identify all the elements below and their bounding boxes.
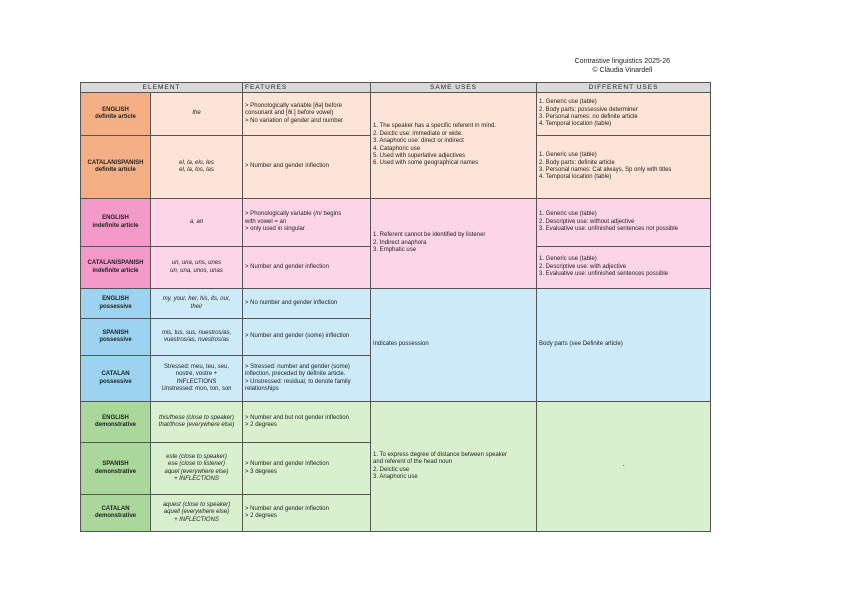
features-cell <box>243 402 371 443</box>
cell-line: > 2 degrees <box>245 422 277 428</box>
cell-line: 6. Used with some geographical names <box>373 160 479 167</box>
features-cell <box>243 93 371 136</box>
cell-line: el, la, els, les <box>179 159 214 166</box>
header-same-uses: SAME USES <box>371 83 537 93</box>
same-uses-cell <box>371 199 537 289</box>
cell-line: 1. To express degree of distance between speaker <box>373 451 507 458</box>
cell-line: CATALAN/SPANISH <box>87 260 144 267</box>
cell-line: > Number and gender inflection <box>245 163 329 170</box>
cell-line: a, an <box>189 218 204 225</box>
cell-line: 1. Generic use (table) <box>539 211 597 218</box>
element-form <box>151 199 243 247</box>
element-form <box>151 93 243 136</box>
different-uses-cell <box>537 93 711 136</box>
element-label <box>81 93 151 136</box>
different-uses-cell <box>537 289 711 402</box>
cell-line: ENGLISH <box>102 296 129 303</box>
cell-line: 2. Deictic use <box>373 466 410 473</box>
cell-line: + INFLECTIONS <box>174 475 219 482</box>
cell-line: vuestros/as, nuestros/as <box>163 337 230 343</box>
cell-line: > No number and gender inflection <box>245 299 338 306</box>
cell-line: 1. The speaker has a specific referent in mind. <box>373 123 496 130</box>
cell-line: 3. Personal names: no definite article <box>539 114 638 120</box>
cell-line: 2. Deictic use: immediate or wide. <box>373 130 463 137</box>
table-row <box>81 199 711 247</box>
cell-line: > Number and gender (some) inflection <box>245 333 350 340</box>
cell-line: Unstressed: mon, ton, son <box>161 385 232 392</box>
cell-line: ENGLISH <box>102 215 129 222</box>
cell-line: and referent of the head noun <box>373 459 453 466</box>
cell-line: relationships <box>245 385 279 392</box>
cell-line: consonant and [ði:] before vowel) <box>245 110 334 117</box>
contrastive-table <box>80 82 711 532</box>
element-form <box>151 247 243 289</box>
cell-line: demonstrative <box>94 468 136 475</box>
course-title: Contrastive linguistics 2025-26 <box>574 58 670 65</box>
cell-line: possessive <box>99 303 132 310</box>
features-cell <box>243 289 371 319</box>
cell-line: demonstrative <box>94 513 136 519</box>
cell-line: > 2 degrees <box>245 513 277 519</box>
cell-line: Stressed: meu, teu, seu, <box>163 363 230 370</box>
features-cell <box>243 136 371 199</box>
features-cell <box>243 319 371 356</box>
cell-line: aquell (everywhere else) <box>163 509 230 516</box>
cell-line: un, una, unos, unas <box>170 267 223 274</box>
different-uses-cell <box>537 247 711 289</box>
element-form <box>151 402 243 443</box>
cell-line: demonstrative <box>94 422 136 428</box>
features-cell <box>243 495 371 532</box>
cell-line: 3. Emphatic use <box>373 247 417 254</box>
element-form <box>151 495 243 532</box>
different-uses-cell <box>537 402 711 532</box>
cell-line: their <box>190 303 203 310</box>
different-uses-cell <box>537 136 711 199</box>
cell-line: este (close to speaker) <box>166 453 227 460</box>
cell-line: the <box>192 110 201 117</box>
table-row <box>81 289 711 319</box>
cell-line: un, una, uns, unes <box>171 260 222 267</box>
element-form <box>151 319 243 356</box>
header-different-uses: DIFFERENT USES <box>537 83 711 93</box>
cell-line: this/these (close to speaker) <box>158 414 235 421</box>
element-label <box>81 495 151 532</box>
element-form <box>151 356 243 402</box>
cell-line: definite article <box>95 114 136 120</box>
author: © Clàudia Vinardell <box>592 67 653 74</box>
cell-line: 4. Cataphoric use <box>373 145 421 152</box>
cell-line: inflection, preceded by definite article. <box>245 371 346 378</box>
credit <box>575 57 670 75</box>
cell-line: ENGLISH <box>102 106 129 113</box>
same-uses-cell <box>371 289 537 402</box>
element-label <box>81 356 151 402</box>
cell-line: possessive <box>99 337 132 343</box>
cell-line: with vowel = an <box>245 218 287 225</box>
cell-line: possessive <box>99 378 132 385</box>
cell-line: Body parts (see Definite article) <box>539 341 623 348</box>
cell-line: > Phonologically variable (/n/ begins <box>245 211 342 218</box>
table-row <box>81 402 711 443</box>
features-cell <box>243 247 371 289</box>
cell-line: aquel (everywhere else) <box>164 468 229 475</box>
cell-line: definite article <box>95 167 136 173</box>
cell-line: > Stressed: number and gender (some) <box>245 363 350 370</box>
cell-line: CATALAN <box>101 371 130 378</box>
cell-line: Indicates possession <box>373 341 429 348</box>
cell-line: 2. Descriptive use: with adjective <box>539 263 627 270</box>
cell-line: CATALAN/SPANISH <box>87 159 144 166</box>
element-label <box>81 247 151 289</box>
cell-line: 1. Generic use (table) <box>539 256 597 263</box>
cell-line: > Number and gender inflection <box>245 461 329 468</box>
table-row <box>81 93 711 136</box>
cell-line: > Unstressed: residual, to denote family <box>245 378 351 385</box>
element-label <box>81 402 151 443</box>
cell-line: 5. Used with superlative adjectives <box>373 152 466 159</box>
cell-line: ENGLISH <box>102 414 129 421</box>
different-uses-cell <box>537 199 711 247</box>
cell-line: my, your, her, his, its, our, <box>162 296 231 303</box>
element-form <box>151 289 243 319</box>
cell-line: + INFLECTIONS <box>174 516 219 523</box>
features-cell <box>243 199 371 247</box>
cell-line: ese (close to listener) <box>167 461 226 468</box>
cell-line: nostre, vostre + <box>175 371 218 378</box>
cell-line: > Phonologically variable [ðə] before <box>245 102 342 109</box>
cell-line: > No variation of gender and number <box>245 117 343 124</box>
cell-line: 2. Body parts: definite article <box>539 159 615 166</box>
header-element: ELEMENT <box>81 83 243 93</box>
same-uses-cell <box>371 93 537 199</box>
cell-line: indefinite article <box>92 267 139 274</box>
cell-line: 1. Generic use (table) <box>539 152 597 159</box>
cell-line: that/those (everywhere else) <box>158 422 235 428</box>
cell-line: 4. Temporal location (table) <box>539 174 612 181</box>
header-features: FEATURES <box>243 83 371 93</box>
cell-line: 3. Evaluative use: unfinished sentences possible <box>539 271 669 278</box>
cell-line: - <box>622 462 625 469</box>
cell-line: 2. Indirect anaphora <box>373 239 427 246</box>
element-label <box>81 443 151 495</box>
element-label <box>81 289 151 319</box>
cell-line: 3. Evaluative use: unfinished sentences not possible <box>539 226 679 233</box>
cell-line: > Number and but not gender inflection <box>245 414 349 421</box>
cell-line: 1. Referent cannot be identified by listener <box>373 232 486 239</box>
same-uses-cell <box>371 402 537 532</box>
cell-line: > Number and gender inflection <box>245 505 329 512</box>
cell-line: 3. Anaphoric use: direct or indirect <box>373 138 464 145</box>
cell-line: INFLECTIONS <box>176 378 217 385</box>
element-label <box>81 319 151 356</box>
cell-line: aquest (close to speaker) <box>162 501 231 508</box>
cell-line: 2. Body parts: possessive determiner <box>539 106 638 113</box>
element-label <box>81 136 151 199</box>
element-form <box>151 136 243 199</box>
cell-line: 4. Temporal location (table) <box>539 121 612 128</box>
cell-line: > 3 degrees <box>245 468 277 475</box>
cell-line: 3. Personal names: Cat always, Sp only with titles <box>539 167 672 173</box>
element-label <box>81 199 151 247</box>
cell-line: 2. Descriptive use: without adjective <box>539 218 635 225</box>
cell-line: SPANISH <box>102 329 129 336</box>
cell-line: indefinite article <box>92 222 139 229</box>
cell-line: CATALAN <box>101 505 130 512</box>
cell-line: mis, tus, sus, nuestros/as, <box>161 329 232 336</box>
features-cell <box>243 356 371 402</box>
cell-line: el, la, los, las <box>179 167 214 173</box>
cell-line: 3. Anaphoric use <box>373 473 418 480</box>
cell-line: SPANISH <box>102 461 129 468</box>
features-cell <box>243 443 371 495</box>
header-row <box>81 83 711 93</box>
cell-line: 1. Generic use (table) <box>539 99 597 106</box>
element-form <box>151 443 243 495</box>
cell-line: > only used in singular <box>245 226 305 233</box>
cell-line: > Number and gender inflection <box>245 263 329 270</box>
